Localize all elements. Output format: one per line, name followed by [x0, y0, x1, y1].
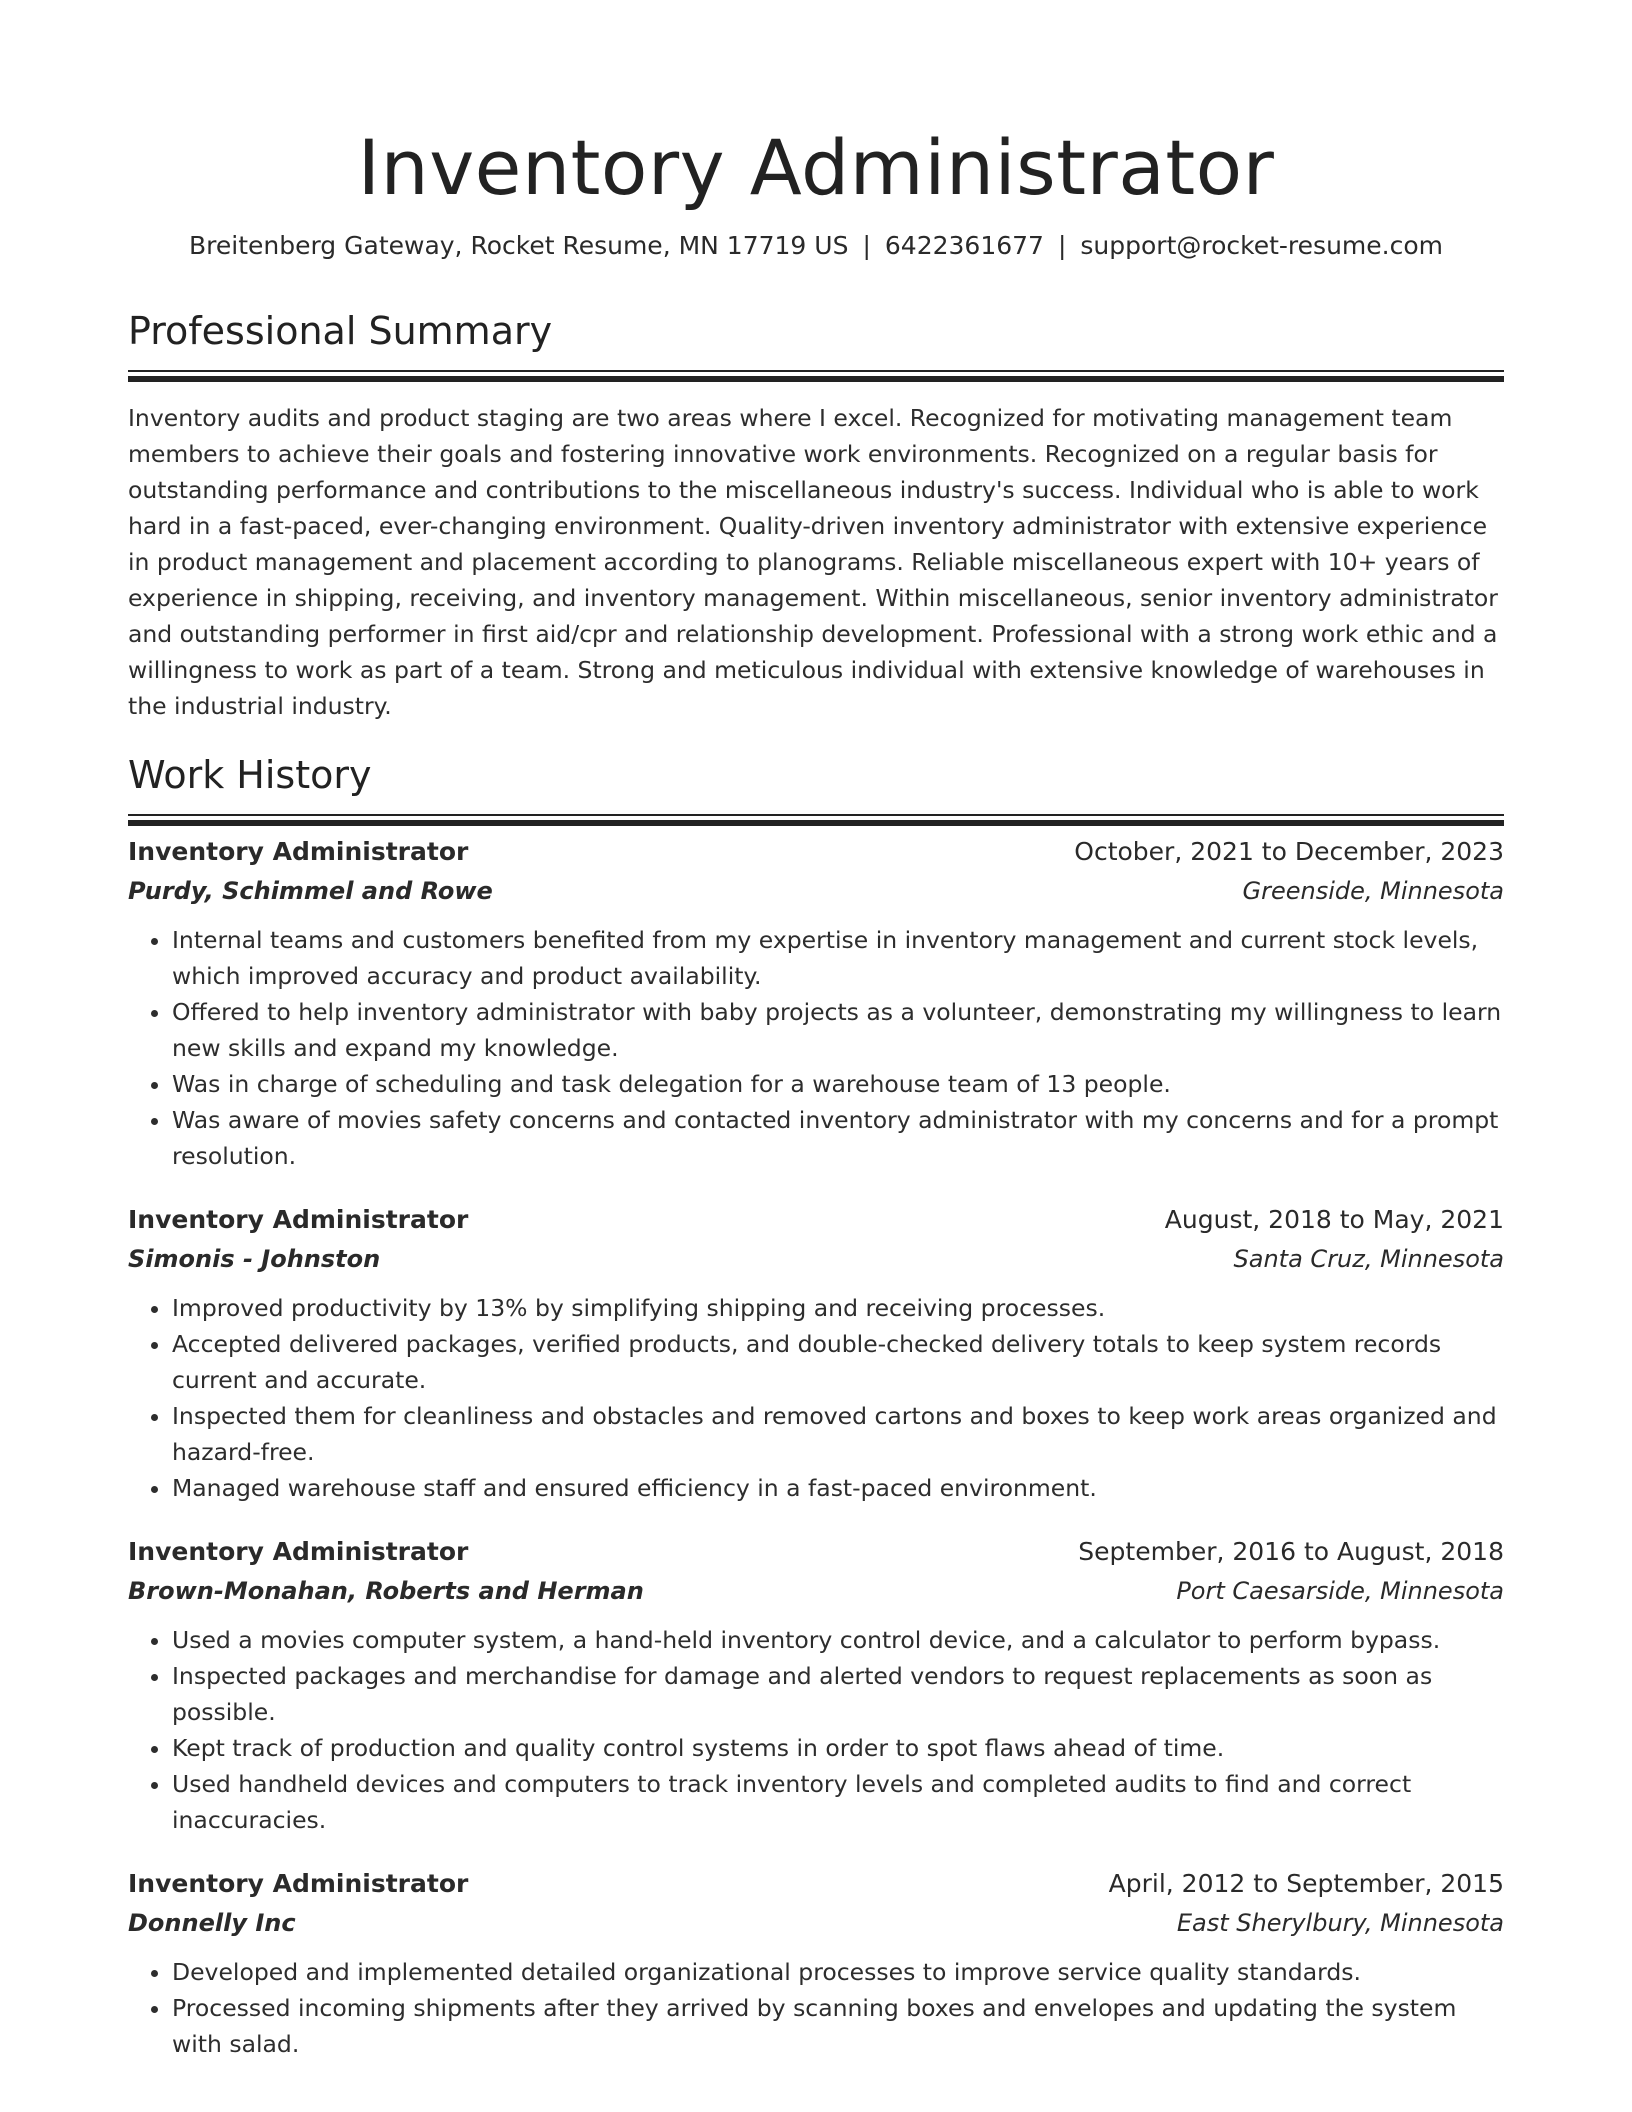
- job-dates: October, 2021 to December, 2023: [1074, 837, 1504, 866]
- job-bullets: [128, 922, 1504, 1174]
- contact-phone: 6422361677: [884, 231, 1044, 260]
- job-title: Inventory Administrator: [128, 837, 469, 866]
- job-bullet: • Was in charge of scheduling and task delegation for a warehouse team of 13 people.: [172, 1066, 1504, 1102]
- job-bullet: • Kept track of production and quality control systems in order to spot flaws ahead of time.: [172, 1730, 1504, 1766]
- resume-page: [128, 0, 1504, 2062]
- job-bullet: • Inspected packages and merchandise for damage and alerted vendors to request replacements as soon as possible.: [172, 1658, 1504, 1730]
- job-bullet: • Offered to help inventory administrator with baby projects as a volunteer, demonstrating my willingness to learn new skills and expand my knowledge.: [172, 994, 1504, 1066]
- job-location: East Sherylbury, Minnesota: [1176, 1909, 1504, 1937]
- job-dates: April, 2012 to September, 2015: [1108, 1869, 1504, 1898]
- contact-line: [128, 226, 1504, 266]
- job-company: Brown-Monahan, Roberts and Herman: [128, 1577, 644, 1605]
- job-company: Donnelly Inc: [128, 1909, 296, 1937]
- job-location: Greenside, Minnesota: [1242, 877, 1504, 905]
- job-bullet: • Internal teams and customers benefited from my expertise in inventory management and current stock levels, which improved accuracy and product availability.: [172, 922, 1504, 994]
- job-bullet: • Developed and implemented detailed organizational processes to improve service quality standards.: [172, 1954, 1504, 1990]
- job-bullet: • Improved productivity by 13% by simplifying shipping and receiving processes.: [172, 1290, 1504, 1326]
- summary-section: [128, 306, 1504, 724]
- job-entry: [128, 1532, 1504, 1838]
- job-bullets: [128, 1290, 1504, 1506]
- job-entry: [128, 832, 1504, 1174]
- summary-heading: Professional Summary: [128, 309, 553, 353]
- job-bullet: • Inspected them for cleanliness and obstacles and removed cartons and boxes to keep work areas organized and hazard-free.: [172, 1398, 1504, 1470]
- job-bullet: • Accepted delivered packages, verified products, and double-checked delivery totals to keep system records current and accurate.: [172, 1326, 1504, 1398]
- job-bullet: • Used a movies computer system, a hand-held inventory control device, and a calculator to perform bypass.: [172, 1622, 1504, 1658]
- job-title: Inventory Administrator: [128, 1869, 469, 1898]
- job-bullet: • Managed warehouse staff and ensured efficiency in a fast-paced environment.: [172, 1470, 1504, 1506]
- job-entry: [128, 1200, 1504, 1506]
- work-history-heading: Work History: [128, 753, 372, 797]
- job-title: Inventory Administrator: [128, 1205, 469, 1234]
- work-history-section: [128, 750, 1504, 2062]
- job-bullet: • Used handheld devices and computers to track inventory levels and completed audits to find and correct inaccuracies.: [172, 1766, 1504, 1838]
- contact-email: support@rocket-resume.com: [1080, 231, 1443, 260]
- job-bullets: [128, 1622, 1504, 1838]
- job-bullet: • Processed incoming shipments after they arrived by scanning boxes and envelopes and updating the system with salad.: [172, 1990, 1504, 2062]
- job-company: Purdy, Schimmel and Rowe: [128, 877, 493, 905]
- job-location: Santa Cruz, Minnesota: [1233, 1245, 1504, 1273]
- job-dates: September, 2016 to August, 2018: [1078, 1537, 1504, 1566]
- job-location: Port Caesarside, Minnesota: [1176, 1577, 1504, 1605]
- contact-address: Breitenberg Gateway, Rocket Resume, MN 17719 US: [188, 231, 849, 260]
- section-divider: [128, 814, 1504, 816]
- job-bullet: • Was aware of movies safety concerns and contacted inventory administrator with my concerns and for a prompt resolution.: [172, 1102, 1504, 1174]
- job-bullets: [128, 1954, 1504, 2062]
- job-company: Simonis - Johnston: [128, 1245, 381, 1273]
- contact-separator: |: [1057, 231, 1067, 260]
- contact-separator: |: [862, 231, 871, 260]
- summary-text: Inventory audits and product staging are two areas where I excel. Recognized for motivating management team members to achieve their goals and fostering innovative work environments. Recognized on a regular basis for outstanding performance and contributions to the miscellaneous industry's success. Individual who is able to work hard in a fast-paced, ever-changing environment. Quality-driven inventory administrator with extensive experience in product management and placement according to planograms. Reliable miscellaneous expert with 10+ years of experience in shipping, receiving, and inventory management. Within miscellaneous, senior inventory administrator and outstanding performer in first aid/cpr and relationship development. Professional with a strong work ethic and a willingness to work as part of a team. Strong and meticulous individual with extensive knowledge of warehouses in the industrial industry.: [128, 404, 1498, 720]
- job-dates: August, 2018 to May, 2021: [1164, 1205, 1504, 1234]
- job-entry: [128, 1864, 1504, 2062]
- section-divider: [128, 370, 1504, 372]
- job-title: Inventory Administrator: [128, 1537, 469, 1566]
- resume-name: Inventory Administrator: [357, 123, 1275, 212]
